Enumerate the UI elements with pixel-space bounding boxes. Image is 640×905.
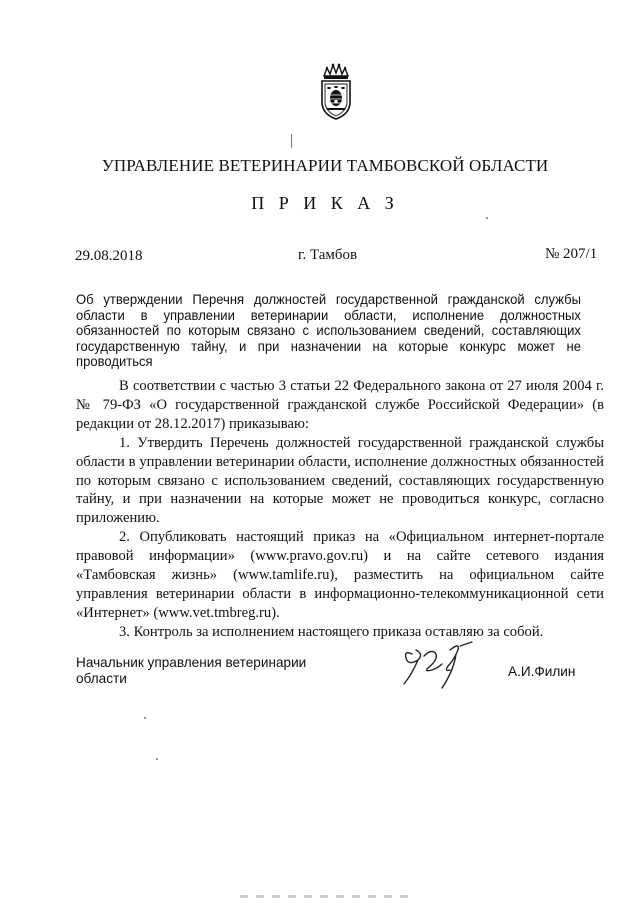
scan-speck [144,717,146,719]
preamble-paragraph: В соответствии с частью 3 статьи 22 Федерального закона от 27 июля 2004 г. № 79-ФЗ «О государственной гражданской службе Российской Федерации» (в редакции от 28.12.2017) приказываю: [76,378,604,432]
handwritten-signature-icon [398,640,478,692]
signatory-name: А.И.Филин [508,664,576,679]
order-item-2: 2. Опубликовать настоящий приказ на «Официальном интернет-портале правовой информации» (www.pravo.gov.ru) и на сайте сетевого издания «Тамбовская жизнь» (www.tamlife.ru), разместить на официальном сайте управления ветеринарии области в информационно-телекоммуникационной сети «Интернет» (www.vet.tmbreg.ru). [76,529,604,621]
coat-of-arms-icon [315,62,357,122]
scan-speck [486,217,488,219]
document-type: П Р И К А З [251,193,399,213]
document-body [76,377,604,642]
document-subject: Об утверждении Перечня должностей государственной гражданской службы области в управлении ветеринарии области, исполнение должностных обязанностей по которым связано с использованием сведений, составляющих государственную тайну, и при назначении на которые конкурс может не проводиться [76,292,581,369]
signatory-title: Начальник управления ветеринарии области [76,655,307,686]
scan-speck [291,134,292,148]
agency-title: УПРАВЛЕНИЕ ВЕТЕРИНАРИИ ТАМБОВСКОЙ ОБЛАСТИ [101,156,549,175]
order-item-3: 3. Контроль за исполнением настоящего приказа оставляю за собой. [119,623,544,640]
document-city: г. Тамбов [298,247,358,263]
order-item-1: 1. Утвердить Перечень должностей государственной гражданской службы области в управлении ветеринарии области, исполнение должностных обязанностей по которым связано с использованием сведений, составляющих государственную тайну, и при назначении на которые может не проводиться конкурс, согласно приложению. [76,434,604,527]
scan-artifact [240,895,410,898]
document-date: 29.08.2018 [75,248,143,264]
document-number: № 207/1 [545,246,598,262]
scan-speck [156,758,158,760]
